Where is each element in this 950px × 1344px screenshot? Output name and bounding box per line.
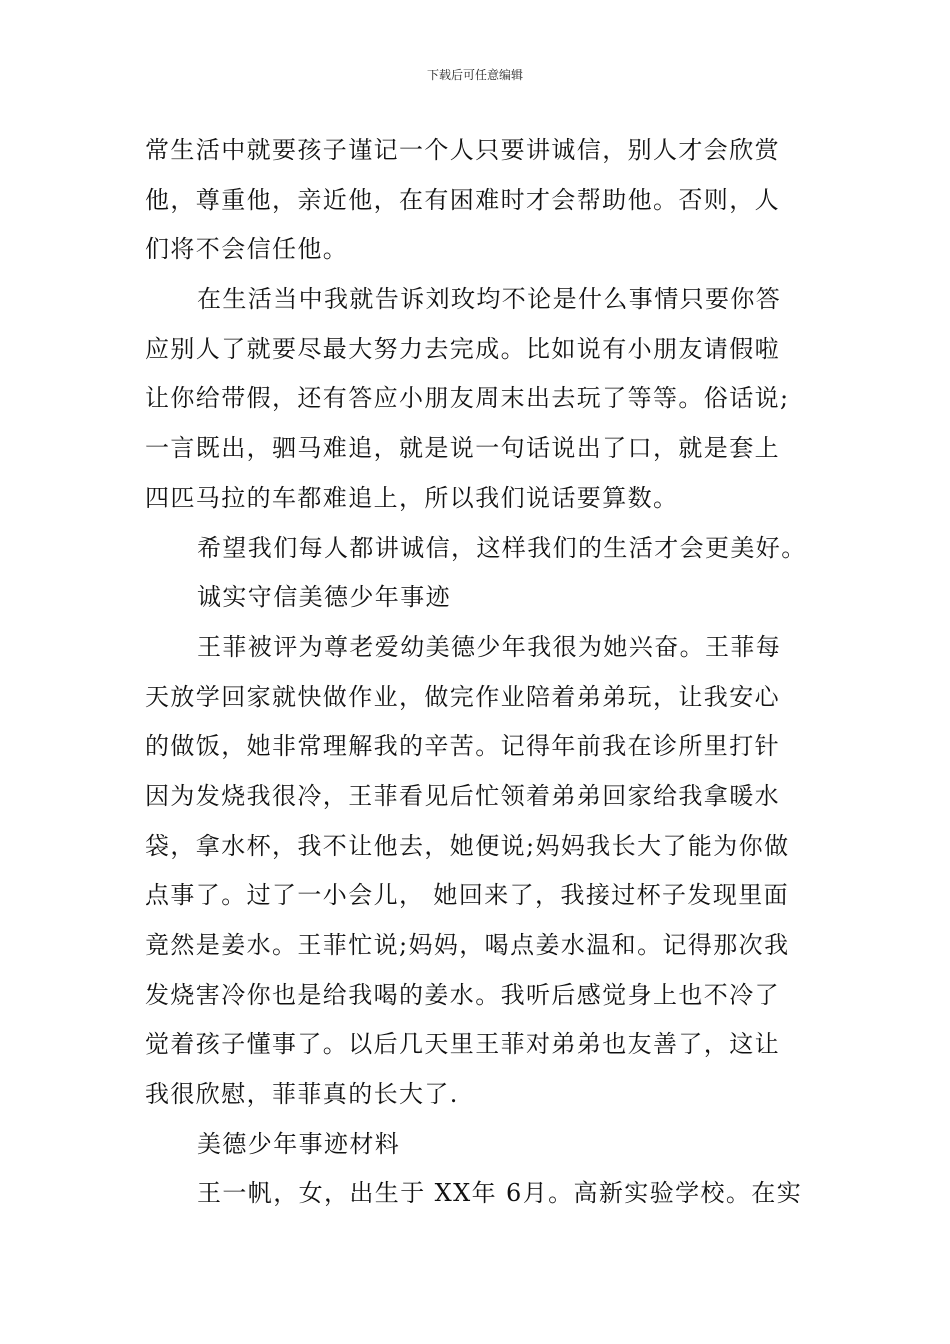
paragraph-start-line: 王一帆，女，出生于 XX年 6月。高新实验学校。在实 xyxy=(197,1179,803,1208)
text-line: 发烧害冷你也是给我喝的姜水。我听后感觉身上也不冷了 xyxy=(145,980,780,1009)
text-line: 天放学回家就快做作业，做完作业陪着弟弟玩，让我安心 xyxy=(145,682,780,711)
text-line: 他，尊重他，亲近他，在有困难时才会帮助他。否则，人 xyxy=(145,185,780,214)
text-line: 因为发烧我很冷，王菲看见后忙领着弟弟回家给我拿暖水 xyxy=(145,781,780,810)
text-line: 常生活中就要孩子谨记一个人只要讲诚信，别人才会欣赏 xyxy=(145,136,780,164)
text-line: 我很欣慰，菲菲真的长大了. xyxy=(145,1080,459,1109)
text-line: 点事了。过了一小会儿， 她回来了，我接过杯子发现里面 xyxy=(145,881,790,910)
text-line: 们将不会信任他。 xyxy=(145,235,349,264)
text-line: 应别人了就要尽最大努力去完成。比如说有小朋友请假啦 xyxy=(145,334,780,363)
paragraph-start-line: 王菲被评为尊老爱幼美德少年我很为她兴奋。王菲每 xyxy=(197,632,782,661)
page-header: 下载后可任意编辑 xyxy=(426,68,523,82)
section-heading: 诚实守信美德少年事迹 xyxy=(197,583,451,612)
paragraph-start-line: 希望我们每人都讲诚信，这样我们的生活才会更美好。 xyxy=(197,533,807,562)
text-line: 觉着孩子懂事了。以后几天里王菲对弟弟也友善了，这让 xyxy=(145,1030,780,1059)
text-line: 四匹马拉的车都难追上，所以我们说话要算数。 xyxy=(145,483,679,512)
document-body xyxy=(145,126,810,1219)
text-line: 的做饭，她非常理解我的辛苦。记得年前我在诊所里打针 xyxy=(145,732,780,761)
paragraph-start-line: 在生活当中我就告诉刘玫均不论是什么事情只要你答 xyxy=(197,285,782,314)
text-line: 让你给带假，还有答应小朋友周末出去玩了等等。俗话说; xyxy=(145,384,790,413)
text-line: 竟然是姜水。王菲忙说;妈妈，喝点姜水温和。记得那次我 xyxy=(145,931,790,959)
text-line: 袋，拿水杯，我不让他去，她便说;妈妈我长大了能为你做 xyxy=(145,831,790,860)
section-heading: 美德少年事迹材料 xyxy=(197,1129,401,1158)
text-line: 一言既出，驷马难追，就是说一句话说出了口，就是套上 xyxy=(145,434,780,463)
